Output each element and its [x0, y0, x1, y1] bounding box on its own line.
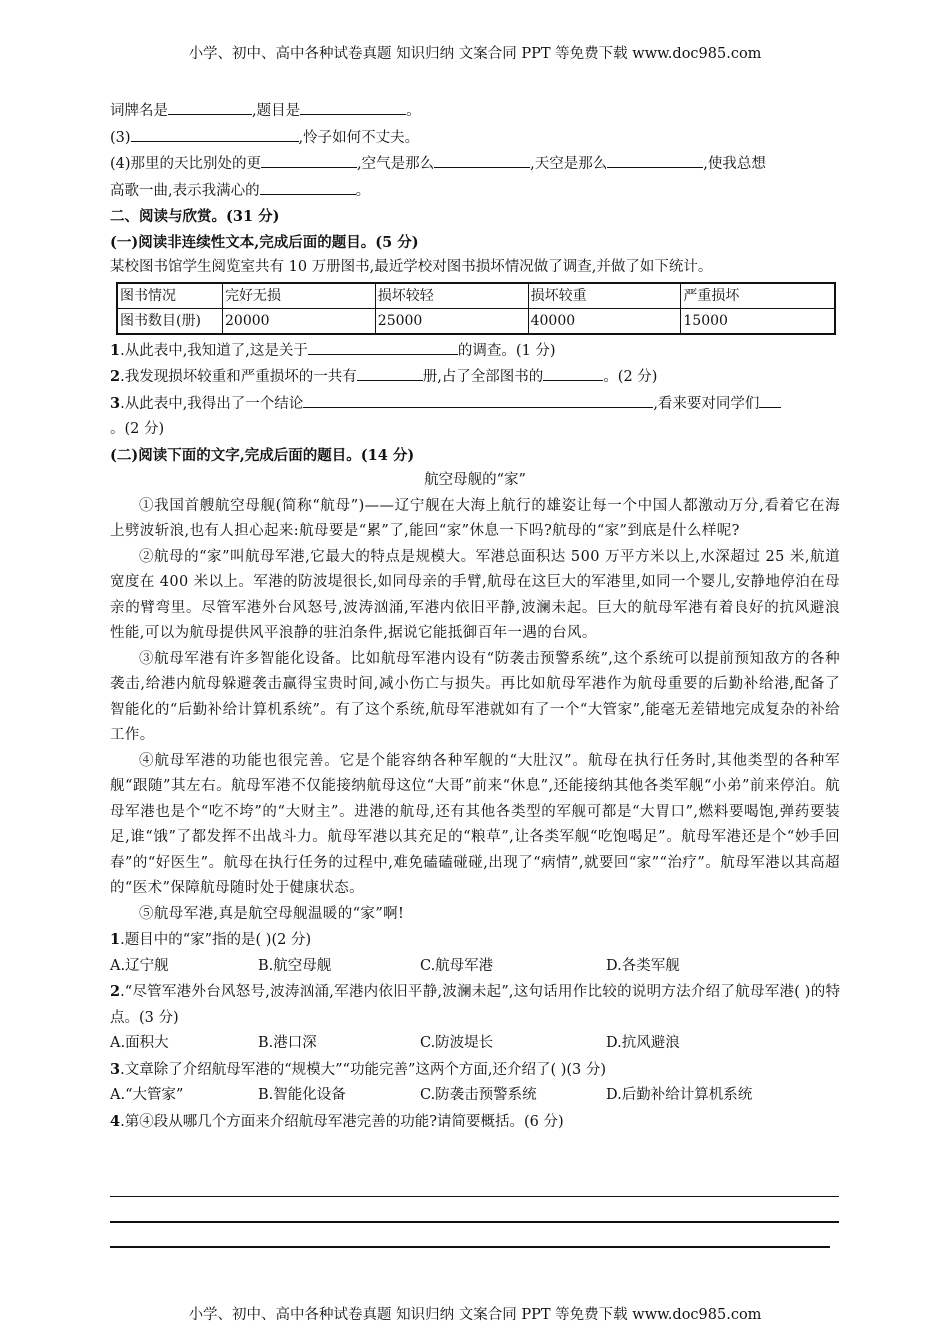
- blank[interactable]: [131, 125, 299, 142]
- option-b[interactable]: B.航空母舰: [258, 957, 332, 974]
- book-damage-table: [116, 282, 836, 335]
- fill-line-2: (3) ,怜子如何不丈夫。: [110, 125, 840, 152]
- part2-question-3: 3.文章除了介绍航母军港的“规模大”“功能完善”这两个方面,还介绍了( )(3 分): [110, 1060, 607, 1078]
- part2-question-2: 2.“尽管军港外台风怒号,波涛汹涌,军港内依旧平静,波澜未起”,这句话用作比较的说明方法介绍了航母军港( )的特点。(3 分): [110, 983, 840, 1026]
- table-cell: 图书数目(册): [117, 308, 223, 334]
- article-title: 航空母舰的“家”: [424, 472, 526, 488]
- section-2-heading: 二、阅读与欣赏。(31 分): [110, 208, 280, 225]
- option-b[interactable]: B.智能化设备: [258, 1087, 346, 1103]
- table-cell: 损坏较轻: [375, 283, 528, 309]
- part1-question-2: 2.我发现损坏较重和严重损坏的一共有 册,占了全部图书的 。(2 分): [110, 364, 840, 391]
- table-row: [117, 283, 835, 309]
- part2-question-1: 1.题目中的“家”指的是( )(2 分): [110, 931, 312, 948]
- part1-question-1: 1.从此表中,我知道了,这是关于 的调查。(1 分): [110, 338, 840, 365]
- option-d[interactable]: D.后勤补给计算机系统: [606, 1087, 753, 1103]
- part-1-intro: 某校图书馆学生阅览室共有 10 万册图书,最近学校对图书损坏情况做了调查,并做了如下统计。: [110, 259, 713, 275]
- part-2-heading: (二)阅读下面的文字,完成后面的题目。(14 分): [110, 446, 415, 464]
- table-cell: 25000: [375, 308, 528, 334]
- blank[interactable]: [260, 178, 356, 195]
- part-1-heading: (一)阅读非连续性文本,完成后面的题目。(5 分): [110, 233, 419, 251]
- table-cell: 图书情况: [117, 283, 223, 309]
- fill-line-3: (4)那里的天比别处的更 ,空气是那么 ,天空是那么 ,使我总想: [110, 151, 840, 178]
- article-paragraph-5: ⑤航母军港,真是航空母舰温暖的“家”啊!: [139, 905, 405, 922]
- table-cell: 损坏较重: [528, 283, 681, 309]
- answer-line-2[interactable]: [110, 1221, 839, 1223]
- blank[interactable]: [261, 151, 357, 168]
- blank[interactable]: [607, 151, 703, 168]
- article-paragraph-3: ③航母军港有许多智能化设备。比如航母军港内设有“防袭击预警系统”,这个系统可以提前预知敌方的各种袭击,给港内航母躲避袭击赢得宝贵时间,减小伤亡与损失。再比如航母军港作为航母重要的后勤补给港,配备了智能化的“后勤补给计算机系统”。有了这个系统,航母军港就如有了一个“大管家”,能毫无差错地完成复杂的补给工作。: [110, 650, 840, 743]
- table-cell: 40000: [528, 308, 681, 334]
- part1-question-3: 3.从此表中,我得出了一个结论 ,看来要对同学们: [110, 391, 840, 418]
- article-paragraph-4: ④航母军港的功能也很完善。它是个能容纳各种军舰的“大肚汉”。航母在执行任务时,其他类型的各种军舰“跟随”其左右。航母军港不仅能接纳航母这位“大哥”前来“休息”,还能接纳其他各类军舰“小弟”前来停泊。航母军港也是个“吃不垮”的“大财主”。进港的航母,还有其他各类型的军舰可都是“大胃口”,燃料要喝饱,弹药要装足,谁“饿”了都发挥不出战斗力。航母军港以其充足的“粮草”,让各类军舰“吃饱喝足”。航母军港还是个“妙手回春”的“好医生”。航母在执行任务的过程中,难免磕磕碰碰,出现了“病情”,就要回“家”“治疗”。航母军港以其高超的“医术”保障航母随时处于健康状态。: [110, 752, 840, 896]
- option-a[interactable]: A.辽宁舰: [110, 957, 169, 974]
- blank[interactable]: [168, 98, 252, 115]
- question-1-options: [110, 954, 840, 980]
- blank[interactable]: [434, 151, 530, 168]
- page-header: 小学、初中、高中各种试卷真题 知识归纳 文案合同 PPT 等免费下载 www.doc985.com: [188, 46, 762, 62]
- option-a[interactable]: A.面积大: [110, 1035, 169, 1051]
- question-3-options: [110, 1083, 840, 1109]
- option-c[interactable]: C.防波堤长: [420, 1035, 494, 1051]
- table-cell: 20000: [223, 308, 376, 334]
- question-2-options: [110, 1031, 840, 1057]
- blank[interactable]: [759, 391, 781, 408]
- answer-line-3[interactable]: [110, 1246, 830, 1248]
- fill-line-1: 词牌名是 ,题目是 。: [110, 98, 840, 125]
- article-paragraph-2: ②航母的“家”叫航母军港,它最大的特点是规模大。军港总面积达 500 万平方米以上,水深超过 25 米,航道宽度在 400 米以上。军港的防波堤很长,如同母亲的手臂,航母在这巨大的军港里,如同一个婴儿,安静地停泊在母亲的臂弯里。尽管军港外台风怒号,波涛汹涌,军港内依旧平静,波澜未起。巨大的航母军港有着良好的抗风避浪性能,可以为航母提供风平浪静的驻泊条件,据说它能抵御百年一遇的台风。: [110, 548, 840, 641]
- option-c[interactable]: C.防袭击预警系统: [420, 1087, 537, 1103]
- option-d[interactable]: D.各类军舰: [606, 957, 680, 974]
- option-d[interactable]: D.抗风避浪: [606, 1035, 680, 1051]
- option-b[interactable]: B.港口深: [258, 1035, 317, 1051]
- blank[interactable]: [543, 364, 603, 381]
- blank[interactable]: [357, 364, 423, 381]
- option-a[interactable]: A.“大管家”: [110, 1087, 184, 1103]
- option-c[interactable]: C.航母军港: [420, 957, 494, 974]
- blank[interactable]: [300, 98, 406, 115]
- table-row: [117, 308, 835, 334]
- page-content: [110, 98, 840, 1135]
- article-paragraph-1: ①我国首艘航空母舰(简称“航母”)——辽宁舰在大海上航行的雄姿让每一个中国人都激动万分,看着它在海上劈波斩浪,也有人担心起来:航母要是“累”了,能回“家”休息一下吗?航母的“家”到底是什么样呢?: [110, 497, 840, 539]
- blank[interactable]: [303, 391, 653, 408]
- answer-line-1[interactable]: [110, 1196, 839, 1197]
- part1-question-3-points: 。(2 分): [110, 421, 165, 437]
- table-cell: 严重损坏: [681, 283, 835, 309]
- fill-line-4: 高歌一曲,表示我满心的 。: [110, 178, 840, 205]
- blank[interactable]: [308, 338, 458, 355]
- page-footer: 小学、初中、高中各种试卷真题 知识归纳 文案合同 PPT 等免费下载 www.doc985.com: [188, 1307, 762, 1323]
- table-cell: 15000: [681, 308, 835, 334]
- table-cell: 完好无损: [223, 283, 376, 309]
- part2-question-4: 4.第④段从哪几个方面来介绍航母军港完善的功能?请简要概括。(6 分): [110, 1112, 564, 1130]
